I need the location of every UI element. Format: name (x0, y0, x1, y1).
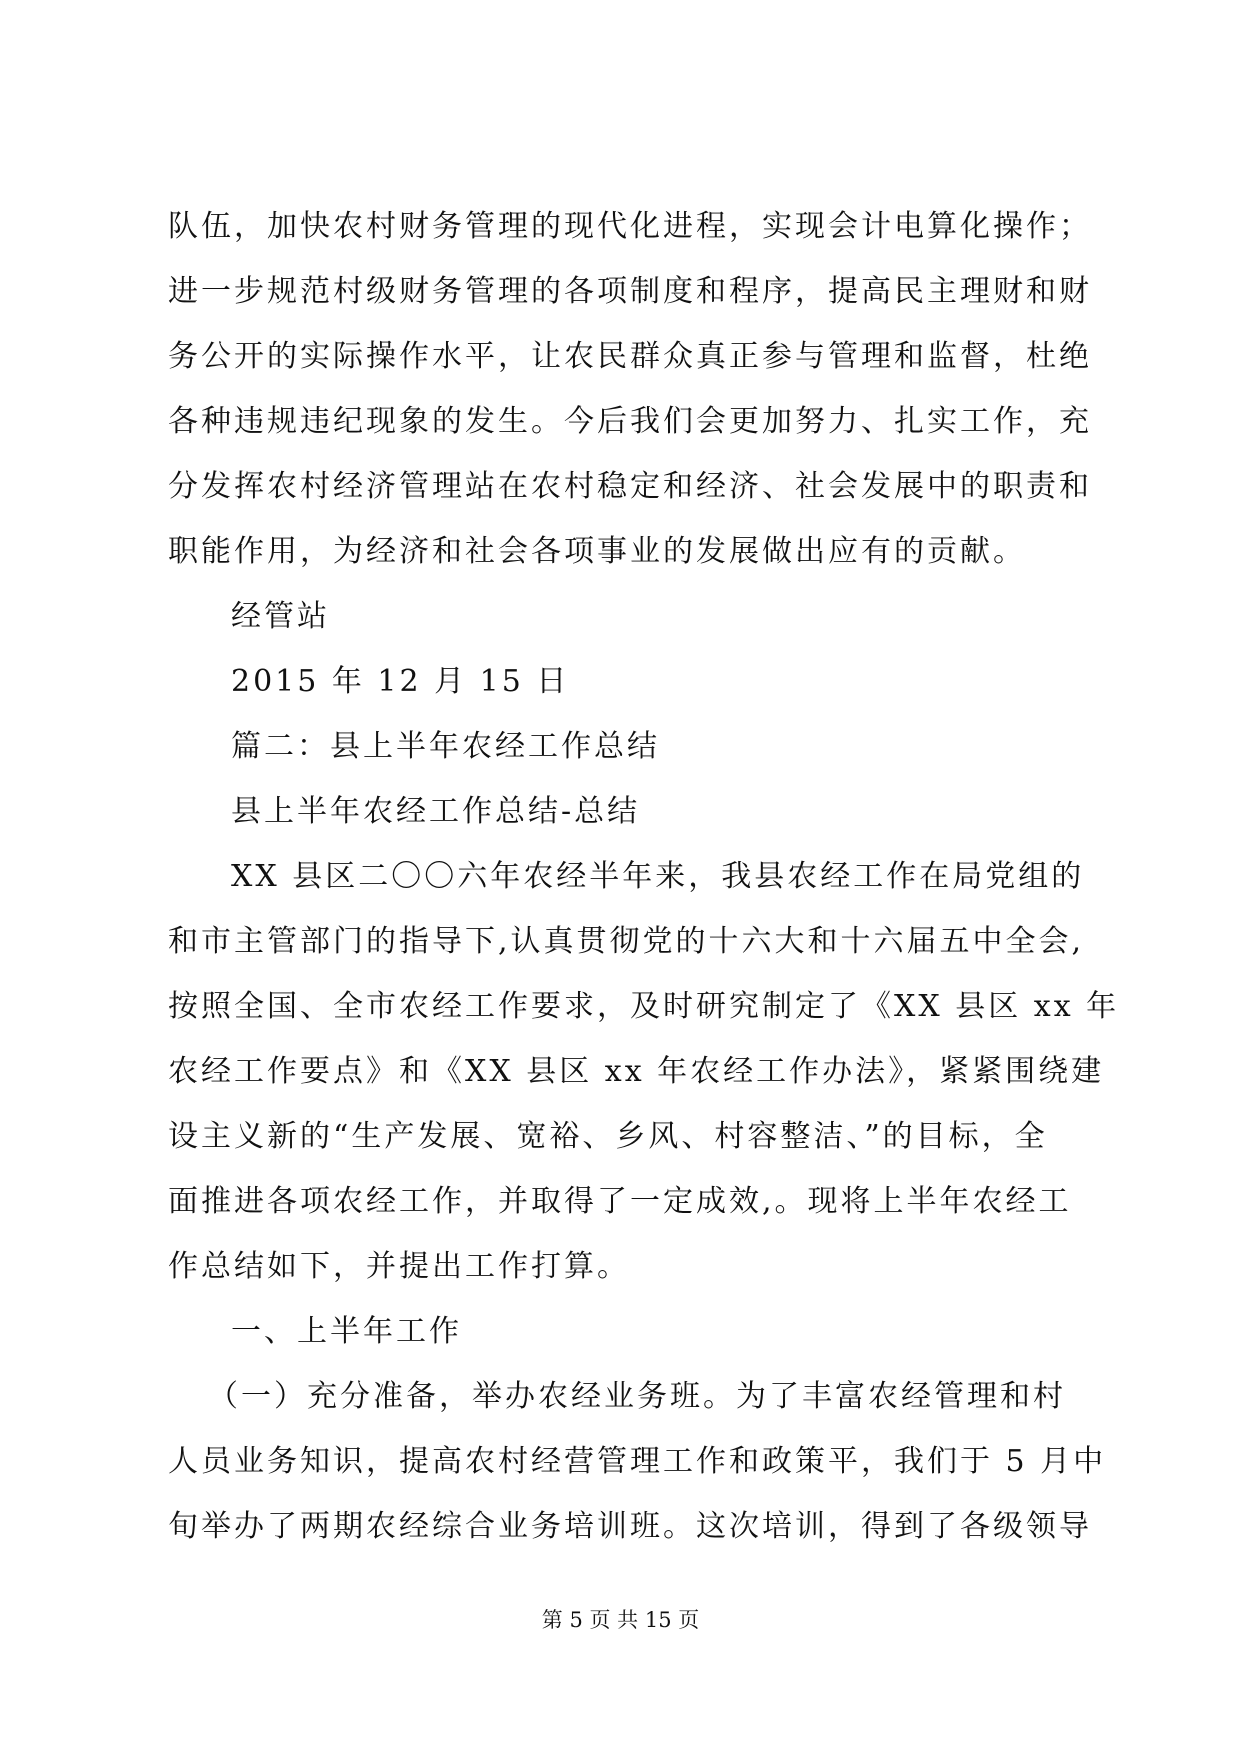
subsection-heading (168, 1299, 1088, 1364)
text-line: 面推进各项农经工作，并取得了一定成效,。现将上半年农经工 (168, 1184, 1072, 1219)
text-line: 进一步规范村级财务管理的各项制度和程序，提高民主理财和财 (168, 274, 1092, 309)
text-line: 人员业务知识，提高农村经营管理工作和政策平，我们于 5 月中 (168, 1444, 1107, 1479)
text-line: 作总结如下，并提出工作打算。 (168, 1249, 630, 1284)
text-line: 经管站 (231, 599, 330, 634)
text-line: 农经工作要点》和《XX 县区 xx 年农经工作办法》，紧紧围绕建 (168, 1054, 1105, 1089)
text-line: 按照全国、全市农经工作要求，及时研究制定了《XX 县区 xx 年 (168, 989, 1120, 1024)
section-heading (168, 714, 1088, 779)
signature-date (168, 649, 1088, 714)
text-line: 分发挥农村经济管理站在农村稳定和经济、社会发展中的职责和 (168, 469, 1092, 504)
text-line: 县上半年农经工作总结-总结 (231, 794, 641, 829)
document-title (168, 779, 1088, 844)
text-line: 旬举办了两期农经综合业务培训班。这次培训，得到了各级领导 (168, 1509, 1092, 1544)
text-line: 一、上半年工作 (231, 1314, 462, 1349)
paragraph-1 (168, 194, 1092, 584)
paragraph-training (168, 1364, 1107, 1559)
text-line: 队伍，加快农村财务管理的现代化进程，实现会计电算化操作； (168, 209, 1092, 244)
text-line: 和市主管部门的指导下,认真贯彻党的十六大和十六届五中全会, (168, 924, 1085, 959)
text-line: 职能作用，为经济和社会各项事业的发展做出应有的贡献。 (168, 534, 1026, 569)
text-line: 设主义新的“生产发展、宽裕、乡风、村容整洁、”的目标，全 (168, 1119, 1048, 1154)
document-body (168, 194, 1120, 1559)
signature-organization (168, 584, 1088, 649)
paragraph-intro (168, 844, 1120, 1299)
text-line: 务公开的实际操作水平，让农民群众真正参与管理和监督，杜绝 (168, 339, 1092, 374)
text-line: XX 县区二〇〇六年农经半年来，我县农经工作在局党组的 (231, 859, 1085, 894)
text-line: （一）充分准备，举办农经业务班。为了丰富农经管理和村 (208, 1379, 1066, 1414)
text-line: 2015 年 12 月 15 日 (231, 664, 570, 699)
text-line: 各种违规违纪现象的发生。今后我们会更加努力、扎实工作，充 (168, 404, 1092, 439)
page-number-footer: 第 5 页 共 15 页 (541, 1608, 700, 1632)
text-line: 篇二：县上半年农经工作总结 (231, 729, 660, 764)
